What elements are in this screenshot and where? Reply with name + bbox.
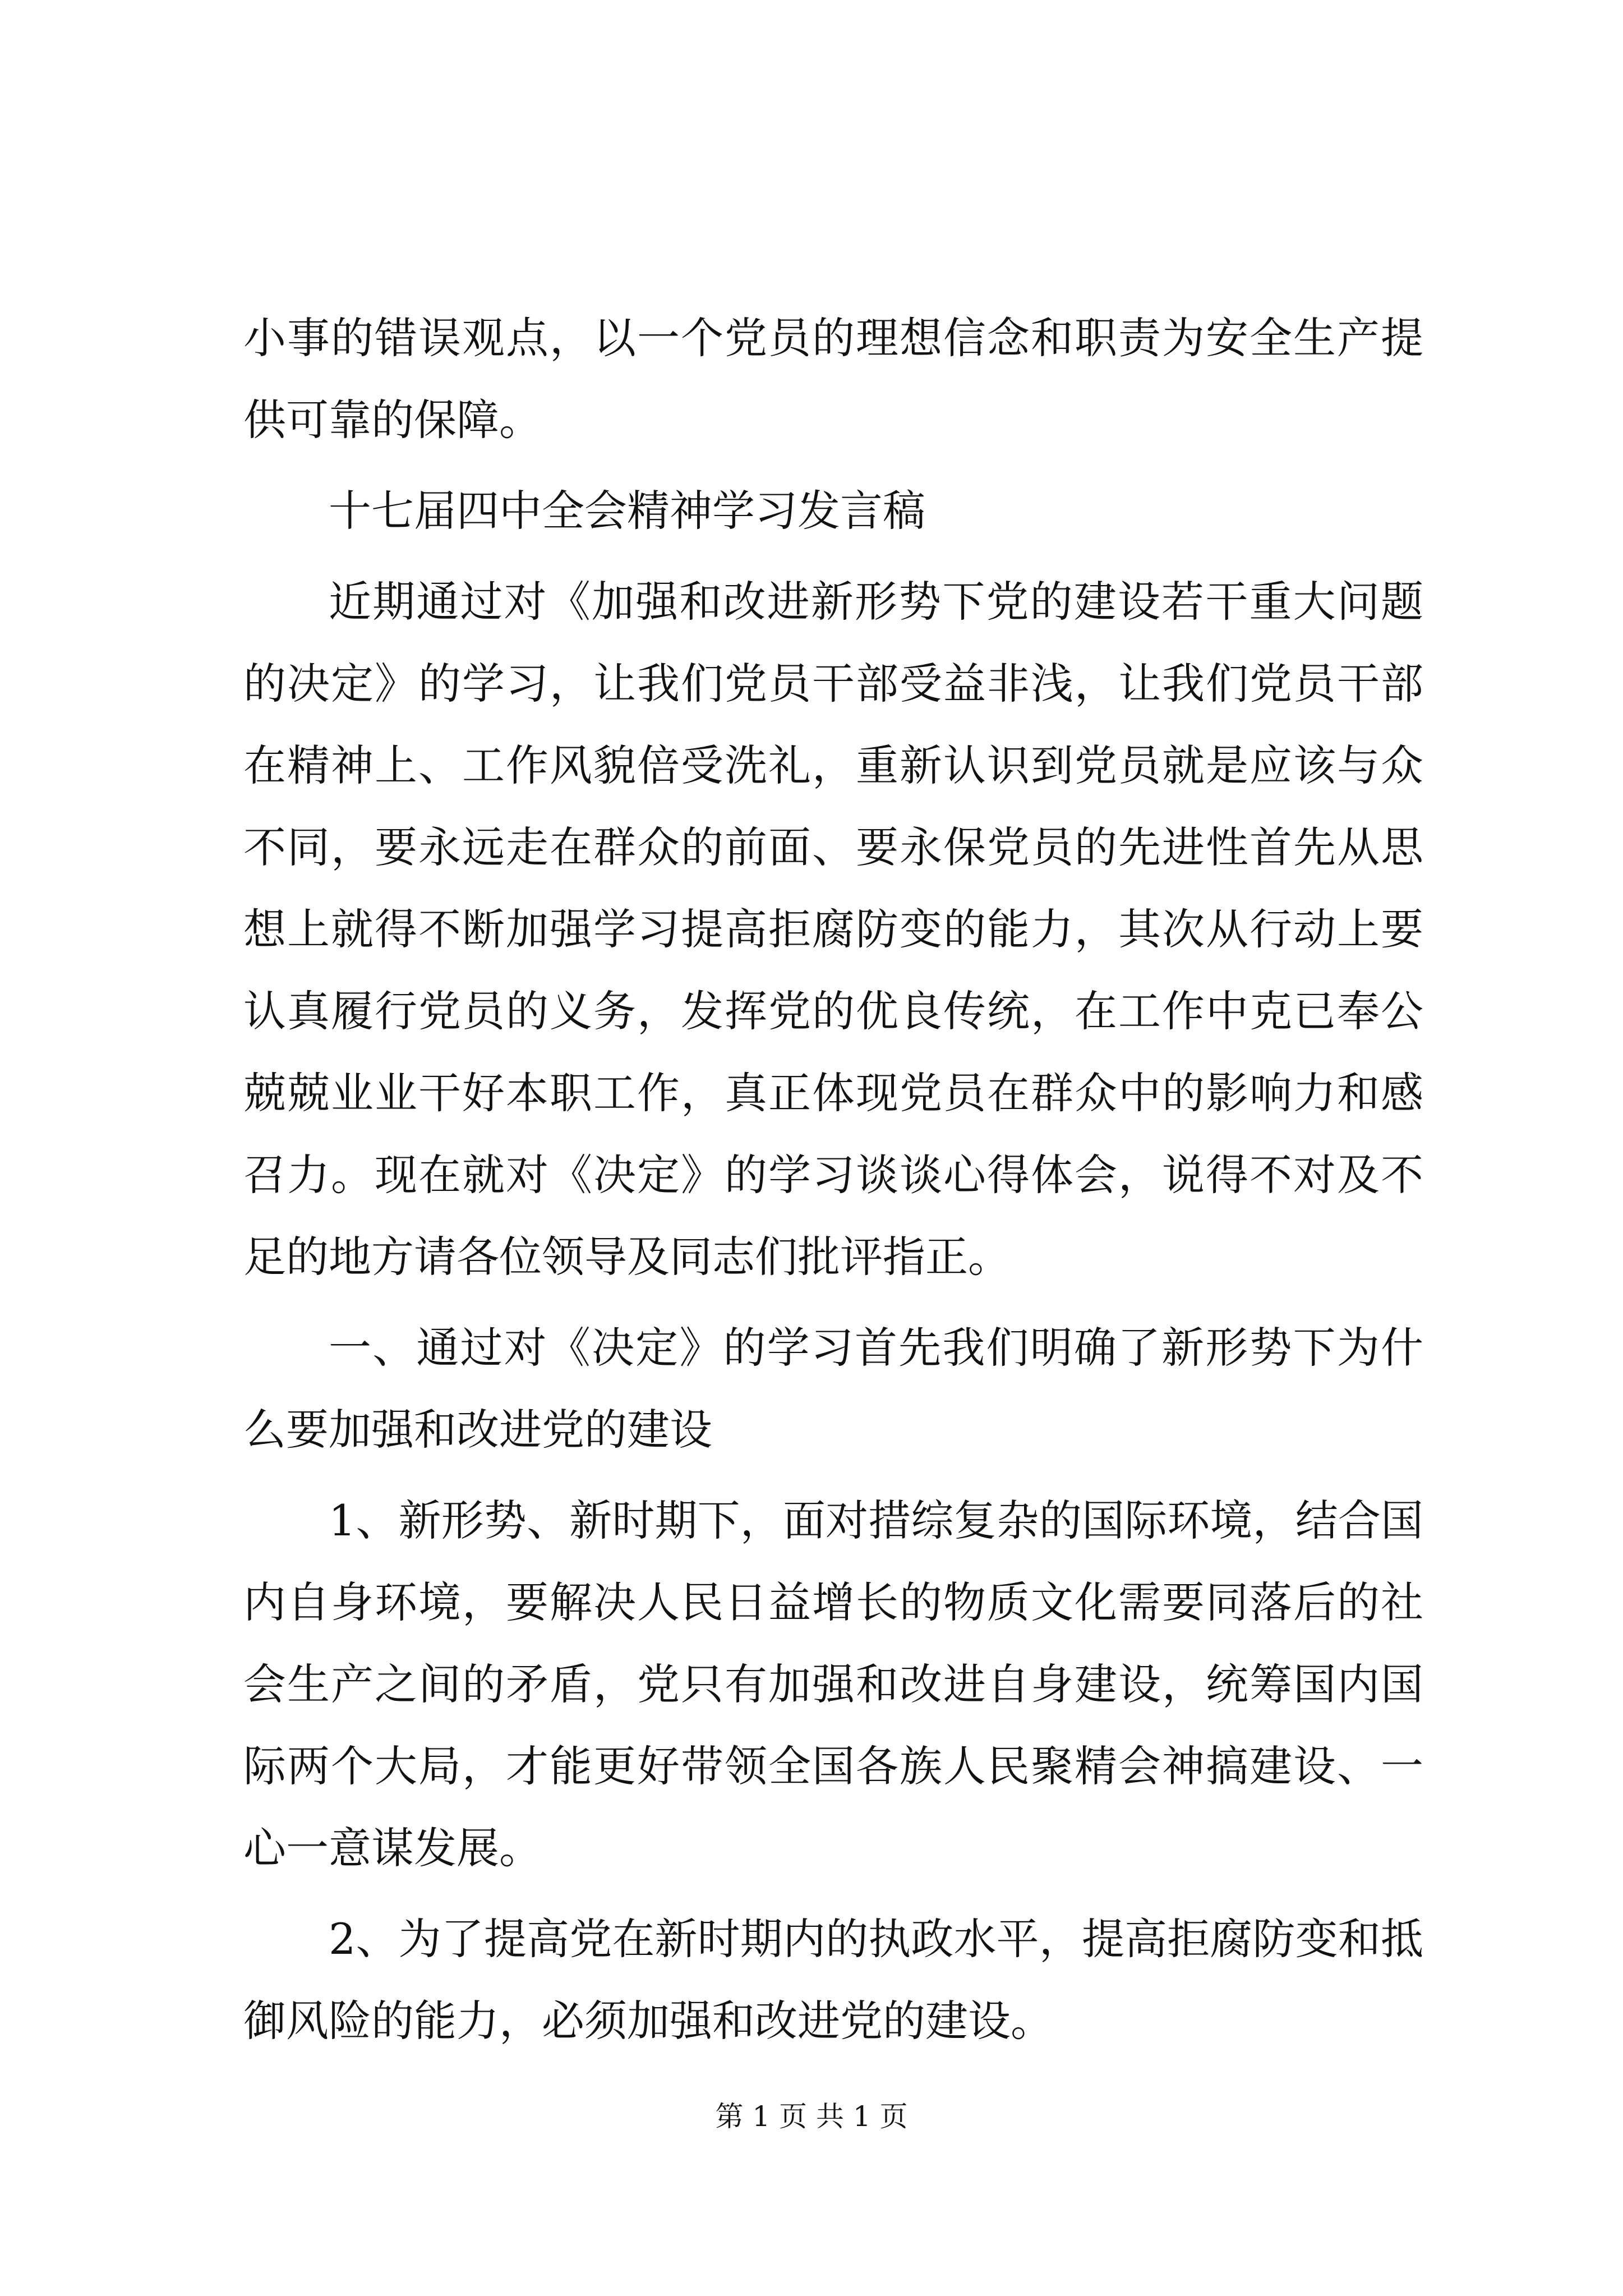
paragraph-point-2: 2、为了提高党在新时期内的执政水平，提高拒腐防变和抵御风险的能力，必须加强和改进党的建设。 <box>243 1914 1423 2046</box>
document-body <box>243 297 1423 2071</box>
section-heading-one: 一、通过对《决定》的学习首先我们明确了新形势下为什么要加强和改进党的建设 <box>243 1323 1423 1455</box>
paragraph-point-1: 1、新形势、新时期下，面对措综复杂的国际环境，结合国内自身环境，要解决人民日益增长的物质文化需要同落后的社会生产之间的矛盾，党只有加强和改进自身建设，统筹国内国际两个大局，才能更好带领全国各族人民聚精会神搞建设、一心一意谋发展。 <box>243 1496 1423 1873</box>
paragraph-continuation: 小事的错误观点，以一个党员的理想信念和职责为安全生产提供可靠的保障。 <box>243 313 1423 445</box>
page-number-footer: 第 1 页 共 1 页 <box>715 2100 908 2133</box>
paragraph-intro: 近期通过对《加强和改进新形势下党的建设若干重大问题的决定》的学习，让我们党员干部受益非浅，让我们党员干部在精神上、工作风貌倍受洗礼，重新认识到党员就是应该与众不同，要永远走在群众的前面、要永保党员的先进性首先从思想上就得不断加强学习提高拒腐防变的能力，其次从行动上要认真履行党员的义务，发挥党的优良传统，在工作中克已奉公兢兢业业干好本职工作，真正体现党员在群众中的影响力和感召力。现在就对《决定》的学习谈谈心得体会，说得不对及不足的地方请各位领导及同志们批评指正。 <box>243 577 1423 1282</box>
speech-title: 十七届四中全会精神学习发言稿 <box>329 486 925 536</box>
